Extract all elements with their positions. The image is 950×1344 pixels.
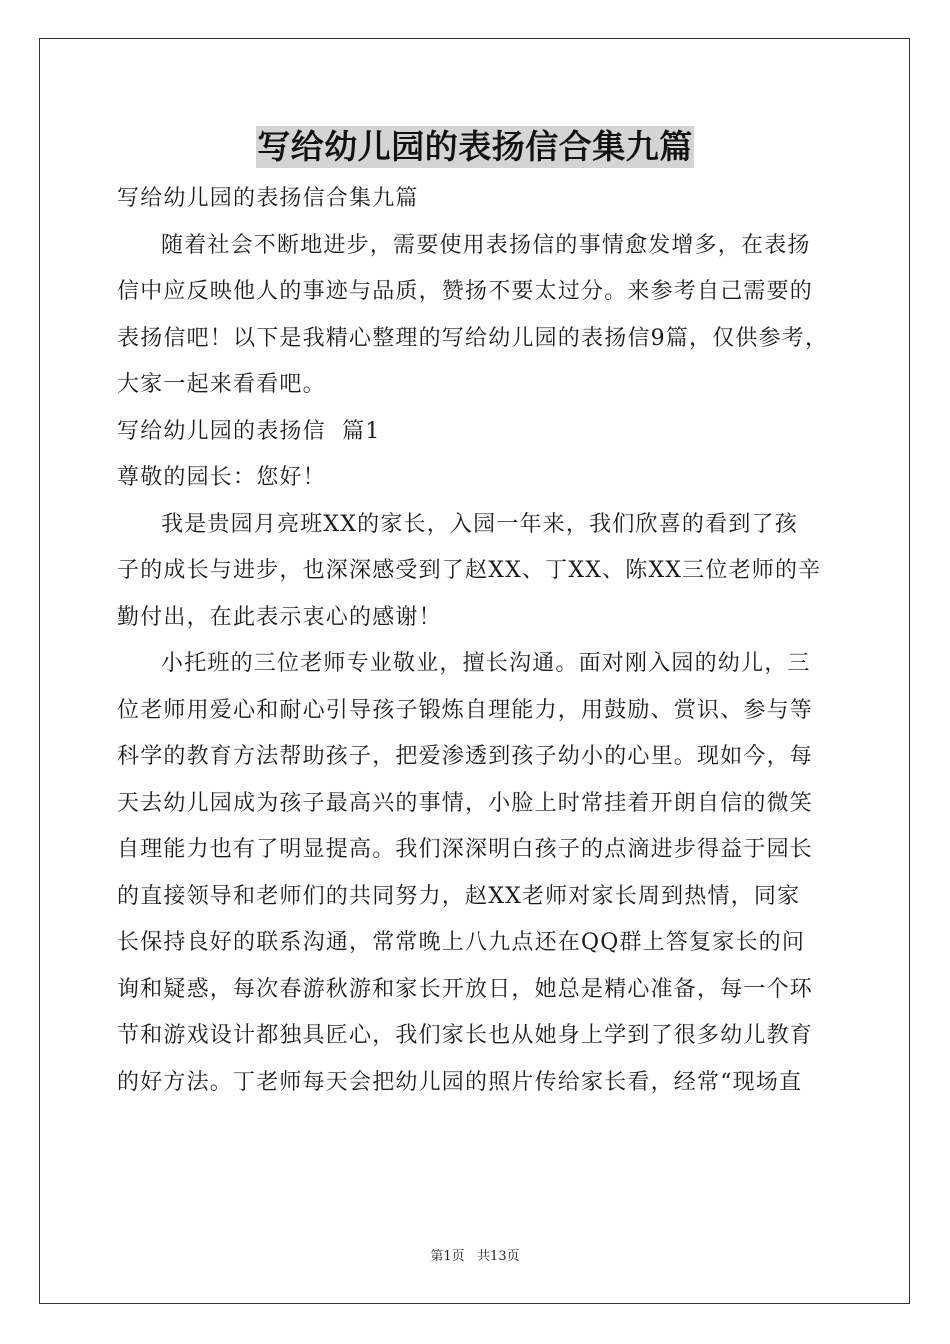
title-container: [0, 126, 950, 168]
paragraph-line: 节和游戏设计都独具匠心，我们家长也从她身上学到了很多幼儿教育: [117, 1023, 814, 1048]
paragraph-line: 询和疑惑，每次春游秋游和家长开放日，她总是精心准备，每一个环: [117, 976, 814, 1002]
paragraph-line: 表扬信吧！以下是我精心整理的写给幼儿园的表扬信9篇，仅供参考，: [117, 325, 829, 351]
paragraph-line: 小托班的三位老师专业敬业，擅长沟通。面对刚入园的幼儿，三: [161, 651, 811, 676]
subtitle-line: 写给幼儿园的表扬信合集九篇: [117, 186, 419, 211]
salutation-line: 尊敬的园长：您好！: [117, 465, 326, 490]
paragraph-line: 的好方法。丁老师每天会把幼儿园的照片传给家长看，经常“现场直: [117, 1069, 803, 1095]
section-heading: 写给幼儿园的表扬信 篇1: [117, 418, 381, 444]
paragraph-line: 长保持良好的联系沟通，常常晚上八九点还在QQ群上答复家长的问: [117, 930, 806, 955]
paragraph-line: 大家一起来看看吧。: [117, 372, 326, 397]
paragraph-line: 天去幼儿园成为孩子最高兴的事情，小脸上时常挂着开朗自信的微笑: [117, 790, 814, 816]
paragraph-line: 勤付出，在此表示衷心的感谢！: [117, 604, 442, 630]
paragraph-line: 科学的教育方法帮助孩子，把爱渗透到孩子幼小的心里。现如今，每: [117, 744, 814, 769]
paragraph-line: 我是贵园月亮班XX的家长，入园一年来，我们欣喜的看到了孩: [161, 511, 798, 537]
paragraph-line: 信中应反映他人的事迹与品质，赞扬不要太过分。来参考自己需要的: [117, 279, 814, 304]
paragraph-line: 位老师用爱心和耐心引导孩子锻炼自理能力，用鼓励、赏识、参与等: [117, 697, 814, 723]
paragraph-line: 自理能力也有了明显提高。我们深深明白孩子的点滴进步得益于园长: [117, 837, 814, 862]
page-number-footer: 第1页 共13页: [430, 1249, 520, 1264]
paragraph-line: 随着社会不断地进步，需要使用表扬信的事情愈发增多，在表扬: [161, 232, 811, 258]
document-title: 写给幼儿园的表扬信合集九篇: [257, 127, 693, 166]
paragraph-line: 子的成长与进步，也深深感受到了赵XX、丁XX、陈XX三位老师的辛: [117, 558, 822, 583]
document-body: [117, 176, 837, 1106]
paragraph-line: 的直接领导和老师们的共同努力，赵XX老师对家长周到热情，同家: [117, 883, 801, 909]
